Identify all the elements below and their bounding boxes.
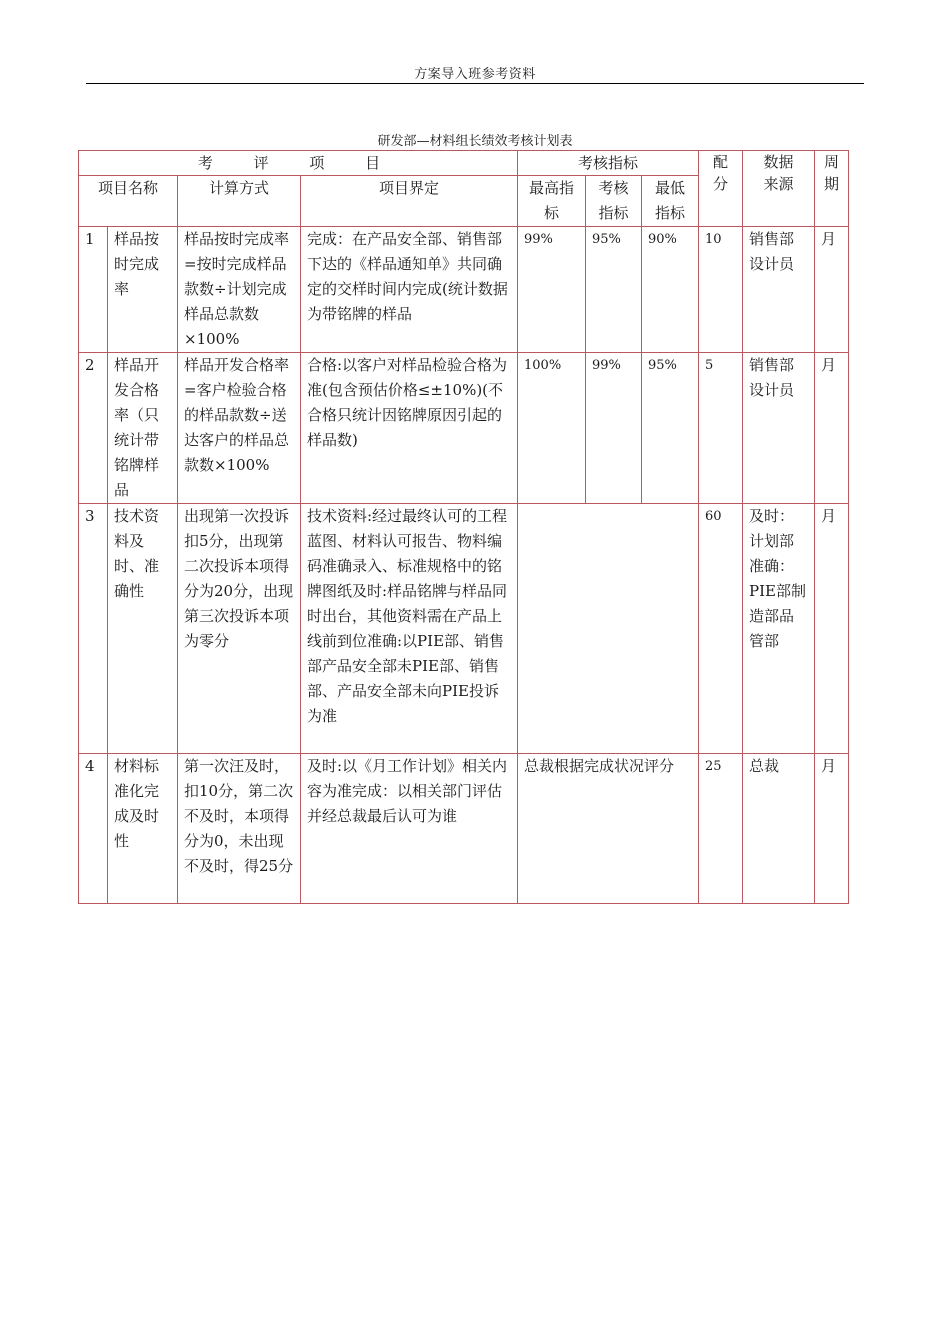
- col-min-indicator: 最低指标: [642, 176, 699, 227]
- col-calc-method: 计算方式: [178, 176, 301, 227]
- header-divider: [86, 83, 864, 84]
- col-target-indicator: 考核指标: [586, 176, 642, 227]
- performance-plan-table: [78, 150, 849, 904]
- document-title: 研发部—材料组长绩效考核计划表: [377, 134, 573, 149]
- row-calc-method: 样品按时完成率=按时完成样品款数÷计划完成样品总款数×100%: [178, 227, 301, 353]
- row-data-source: 销售部设计员: [743, 227, 815, 353]
- header-data-source: 数据来源: [743, 151, 815, 227]
- row-item-name: 技术资料及时、准确性: [108, 504, 178, 754]
- header-weight: 配分: [699, 151, 743, 227]
- row-min-indicator: 90%: [642, 227, 699, 353]
- row-data-source: 总裁: [743, 754, 815, 904]
- row-max-indicator: 99%: [518, 227, 586, 353]
- row-item-name: 样品开发合格率（只统计带铭牌样品: [108, 353, 178, 504]
- row-item-name: 样品按时完成率: [108, 227, 178, 353]
- table-row: [79, 754, 849, 904]
- row-data-source: 销售部设计员: [743, 353, 815, 504]
- row-indicator-note: [518, 504, 699, 754]
- row-max-indicator: 100%: [518, 353, 586, 504]
- page-header: 方案导入班参考资料: [414, 67, 536, 82]
- row-weight: 60: [699, 504, 743, 754]
- table-row: [79, 353, 849, 504]
- row-definition: 完成：在产品安全部、销售部下达的《样品通知单》共同确定的交样时间内完成(统计数据为带铭牌的样品: [301, 227, 518, 353]
- row-target-indicator: 99%: [586, 353, 642, 504]
- row-data-source: 及时：计划部准确：PIE部制造部品管部: [743, 504, 815, 754]
- table-row: [79, 504, 849, 754]
- row-period: 月: [815, 754, 849, 904]
- row-weight: 25: [699, 754, 743, 904]
- row-definition: 及时:以《月工作计划》相关内容为准完成：以相关部门评估并经总裁最后认可为谁: [301, 754, 518, 904]
- row-calc-method: 第一次汪及时，扣10分，第二次不及时，本项得分为0，未出现不及时，得25分: [178, 754, 301, 904]
- row-number: 1: [79, 227, 108, 353]
- row-indicator-note: 总裁根据完成状况评分: [518, 754, 699, 904]
- row-definition: 合格:以客户对样品检验合格为准(包含预估价格≤±10%)(不合格只统计因铭牌原因引起的样品数): [301, 353, 518, 504]
- col-item-name: 项目名称: [79, 176, 178, 227]
- header-row-1: [79, 151, 849, 176]
- row-period: 月: [815, 353, 849, 504]
- header-evaluation-items: 考 评 项 目: [79, 151, 518, 176]
- row-period: 月: [815, 227, 849, 353]
- col-max-indicator: 最高指标: [518, 176, 586, 227]
- row-min-indicator: 95%: [642, 353, 699, 504]
- table-row: [79, 227, 849, 353]
- row-number: 3: [79, 504, 108, 754]
- row-weight: 5: [699, 353, 743, 504]
- row-weight: 10: [699, 227, 743, 353]
- header-period: 周期: [815, 151, 849, 227]
- row-number: 4: [79, 754, 108, 904]
- row-item-name: 材料标准化完成及时性: [108, 754, 178, 904]
- row-calc-method: 样品开发合格率=客户检验合格的样品款数÷送达客户的样品总款数×100%: [178, 353, 301, 504]
- row-calc-method: 出现第一次投诉扣5分，出现第二次投诉本项得分为20分，出现第三次投诉本项为零分: [178, 504, 301, 754]
- row-number: 2: [79, 353, 108, 504]
- row-definition: 技术资料:经过最终认可的工程蓝图、材料认可报告、物料编码准确录入、标准规格中的铭牌图纸及时:样品铭牌与样品同时出台，其他资料需在产品上线前到位准确:以PIE部、销售部产品安全部未PIE部、销售部、产品安全部未向PIE投诉为准: [301, 504, 518, 754]
- header-indicators: 考核指标: [518, 151, 699, 176]
- row-target-indicator: 95%: [586, 227, 642, 353]
- col-definition: 项目界定: [301, 176, 518, 227]
- row-period: 月: [815, 504, 849, 754]
